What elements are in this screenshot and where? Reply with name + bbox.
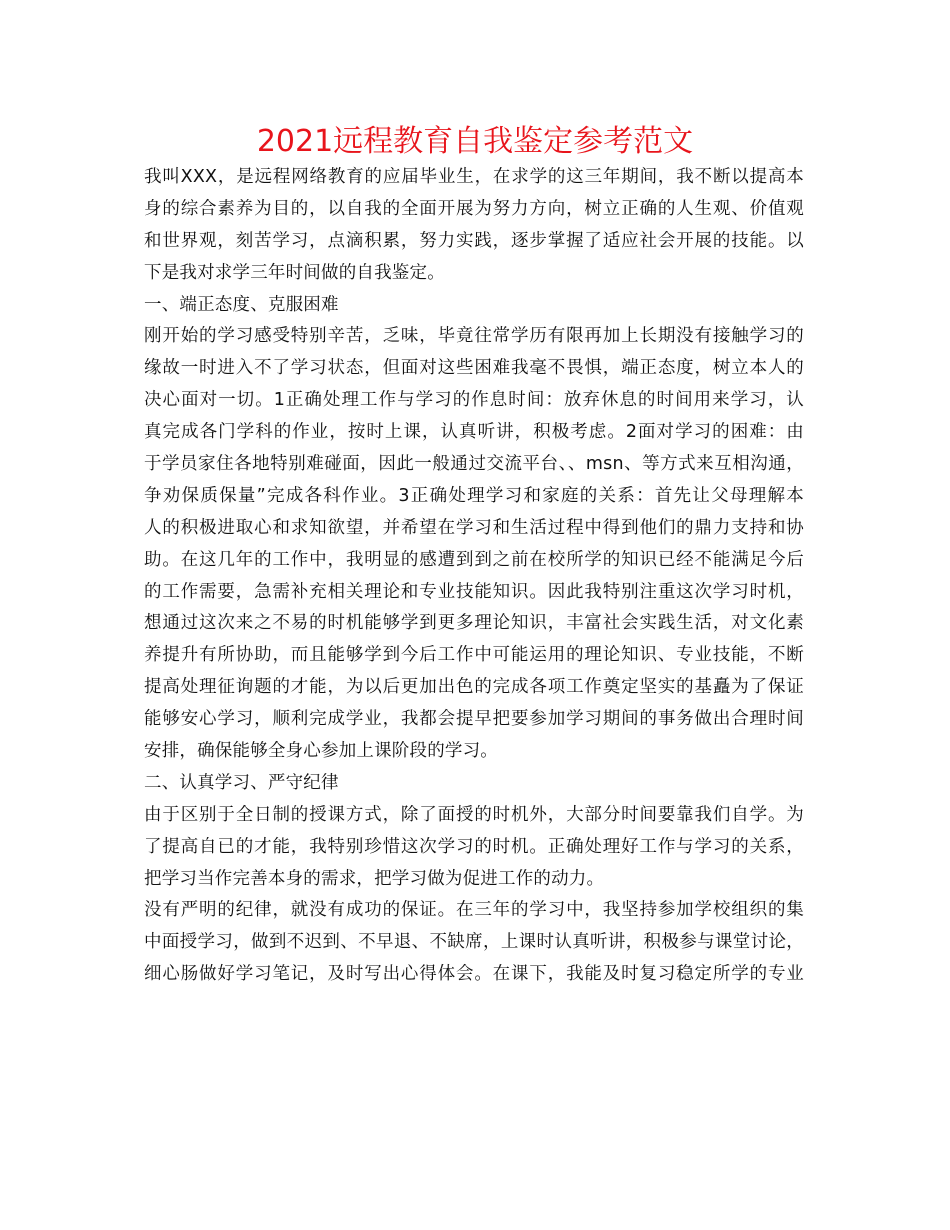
text-line: 了提高自已的才能，我特别珍惜这次学习的时机。正确处理好工作与学习的关系， — [144, 836, 804, 857]
text-line: 和世界观，刻苦学习，点滴积累，努力实践，逐步掌握了适应社会开展的技能。以 — [144, 230, 804, 251]
text-line: 争劝保质保量”完成各科作业。3正确处理学习和家庭的关系：首先让父母理解本 — [144, 485, 804, 506]
text-line: 我叫XXX，是远程网络教育的应届毕业生，在求学的这三年期间，我不断以提高本 — [144, 167, 804, 187]
document-body — [144, 162, 804, 991]
text-line: 身的综合素养为目的，以自我的全面开展为努力方向，树立正确的人生观、价值观 — [144, 198, 804, 219]
text-line: 助。在这几年的工作中，我明显的感遭到到之前在校所学的知识已经不能满足今后 — [144, 549, 804, 570]
text-line: 于学员家住各地特别难碰面，因此一般通过交流平台、、msn、等方式来互相沟通， — [144, 454, 804, 475]
text-line: 提高处理征询题的才能，为以后更加出色的完成各项工作奠定坚实的基矗为了保证 — [144, 677, 804, 698]
text-line: 二、认真学习、严守纪律 — [144, 772, 339, 793]
text-line: 决心面对一切。1正确处理工作与学习的作息时间：放弃休息的时间用来学习，认 — [144, 390, 804, 411]
text-line: 的工作需要，急需补充相关理论和专业技能知识。因此我特别注重这次学习时机， — [144, 581, 804, 602]
text-line: 细心肠做好学习笔记，及时写出心得体会。在课下，我能及时复习稳定所学的专业 — [144, 964, 804, 985]
text-line: 安排，确保能够全身心参加上课阶段的学习。 — [144, 741, 498, 762]
text-line: 能够安心学习，顺利完成学业，我都会提早把要参加学习期间的事务做出合理时间 — [144, 709, 804, 730]
text-line: 中面授学习，做到不迟到、不早退、不缺席，上课时认真听讲，积极参与课堂讨论， — [144, 932, 804, 953]
text-line: 人的积极进取心和求知欲望，并希望在学习和生活过程中得到他们的鼎力支持和协 — [144, 517, 804, 538]
document-title: 2021远程教育自我鉴定参考范文 — [256, 124, 694, 159]
text-line: 刚开始的学习感受特别辛苦，乏味，毕竟往常学历有限再加上长期没有接触学习的 — [144, 326, 804, 347]
text-line: 真完成各门学科的作业，按时上课，认真听讲，积极考虑。2面对学习的困难：由 — [144, 422, 804, 443]
text-line: 把学习当作完善本身的需求，把学习做为促进工作的动力。 — [144, 868, 605, 889]
text-line: 养提升有所协助，而且能够学到今后工作中可能运用的理论知识、专业技能，不断 — [144, 645, 804, 666]
text-line: 由于区别于全日制的授课方式，除了面授的时机外，大部分时间要靠我们自学。为 — [144, 804, 804, 825]
text-line: 想通过这次来之不易的时机能够学到更多理论知识，丰富社会实践生活，对文化素 — [144, 613, 804, 634]
text-line: 下是我对求学三年时间做的自我鉴定。 — [144, 262, 445, 283]
text-line: 一、端正态度、克服困难 — [144, 294, 339, 315]
text-line: 缘故一时进入不了学习状态，但面对这些困难我毫不畏惧，端正态度，树立本人的 — [144, 358, 804, 379]
text-line: 没有严明的纪律，就没有成功的保证。在三年的学习中，我坚持参加学校组织的集 — [144, 900, 804, 921]
